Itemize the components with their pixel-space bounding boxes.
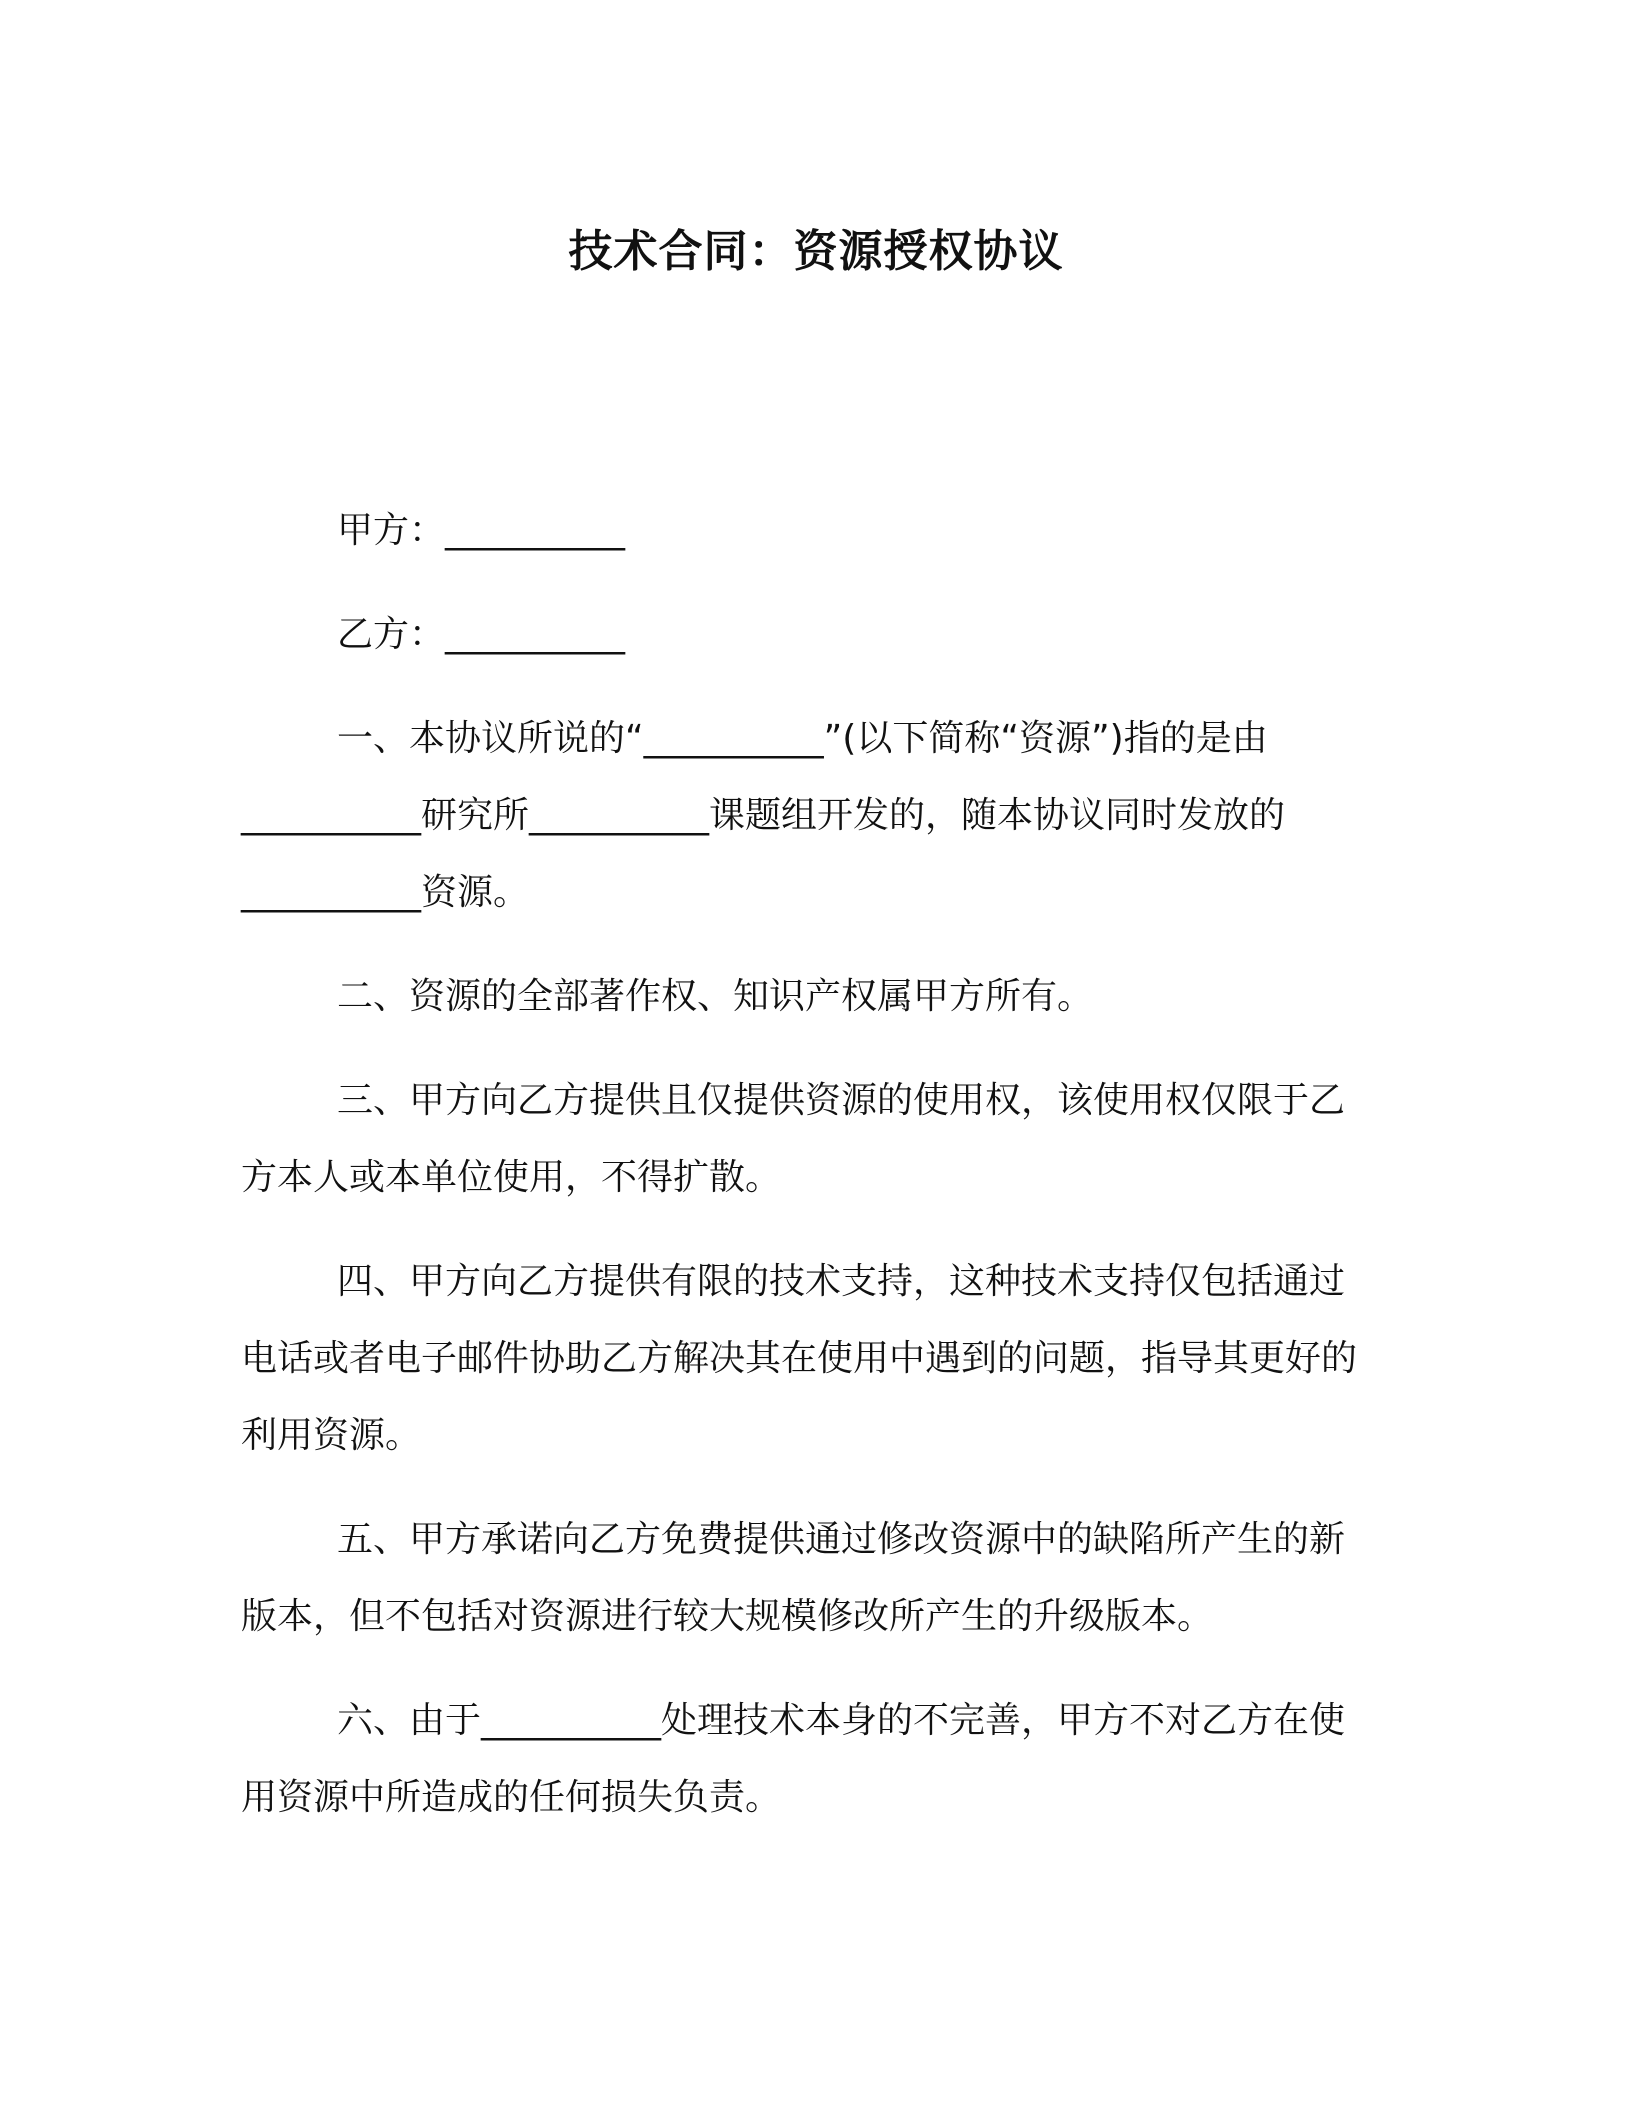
party-a-line: 甲方：__________ [337, 510, 626, 551]
clause-1: 一、本协议所说的“__________”(以下简称“资源”)指的是由__________研究所__________课题组开发的，随本协议同时发放的__________资源。 [241, 718, 1286, 913]
clause-6: 六、由于__________处理技术本身的不完善，甲方不对乙方在使用资源中所造成的任何损失负责。 [241, 1700, 1346, 1818]
document-body [241, 492, 1371, 1863]
clause-2: 二、资源的全部著作权、知识产权属甲方所有。 [337, 976, 1094, 1017]
clause-3: 三、甲方向乙方提供且仅提供资源的使用权，该使用权仅限于乙方本人或本单位使用，不得扩散。 [241, 1080, 1346, 1198]
document-title: 技术合同：资源授权协议 [568, 226, 1064, 277]
party-b-line: 乙方：__________ [337, 614, 626, 655]
clause-4: 四、甲方向乙方提供有限的技术支持，这种技术支持仅包括通过电话或者电子邮件协助乙方解决其在使用中遇到的问题，指导其更好的利用资源。 [241, 1261, 1358, 1456]
clause-5: 五、甲方承诺向乙方免费提供通过修改资源中的缺陷所产生的新版本，但不包括对资源进行较大规模修改所产生的升级版本。 [241, 1519, 1346, 1637]
